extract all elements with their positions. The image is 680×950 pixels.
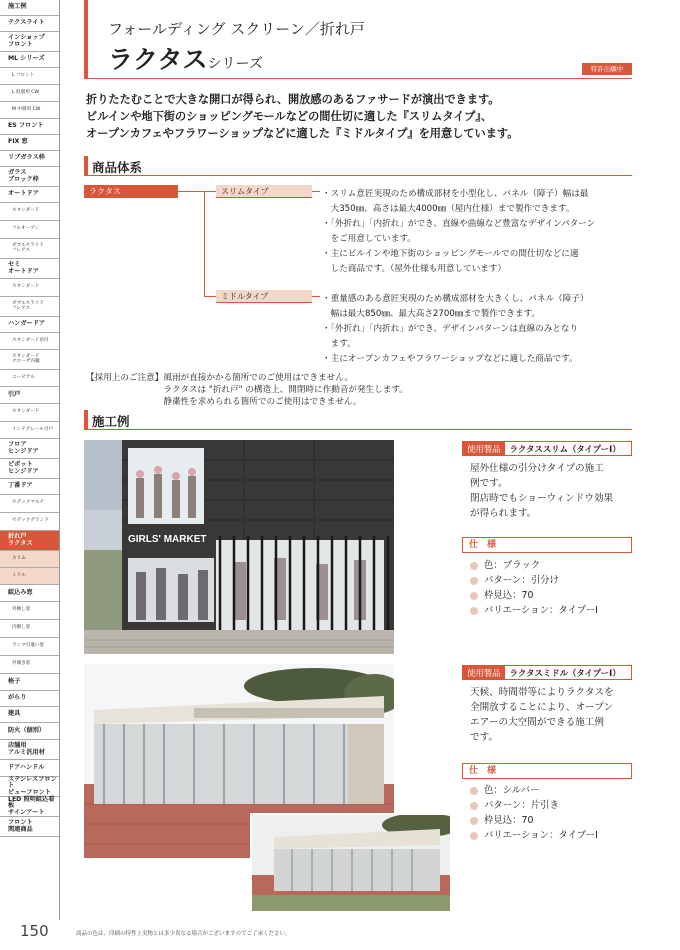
sidebar-item[interactable]: ML シリーズ — [0, 52, 59, 68]
sidebar-item[interactable]: ハンガードア — [0, 317, 59, 333]
desc-line: 例です。 — [470, 478, 508, 489]
desc-line: 天候、時間帯等によりラクタスを — [470, 687, 614, 698]
spec-list-middle — [470, 783, 630, 843]
connector-line — [204, 191, 205, 297]
sidebar-item[interactable]: ランマ引違い窓 — [0, 638, 59, 656]
sidebar-item[interactable]: インテグレール引戸 — [0, 422, 59, 439]
spec-text: 色：ブラック — [484, 560, 541, 571]
header-accent-bar — [84, 0, 88, 78]
sidebar-item[interactable]: ダブルスライド フレアス — [0, 239, 59, 259]
spec-item — [470, 603, 630, 618]
caution-line: 【採用上のご注意】風雨が直接かかる箇所でのご使用はできません。 — [86, 373, 353, 383]
caution-line: ラクタスは "折れ戸" の構造上、開閉時に作動音が発生します。 — [86, 385, 408, 395]
desc-line: ・「外折れ」「内折れ」ができ、デザインパターンは直線のみとなり — [322, 324, 579, 334]
desc-line: 閉店時でもショーウィンドウ効果 — [470, 493, 614, 504]
spec-item — [470, 813, 630, 828]
sidebar-item[interactable]: 外開き窓 — [0, 656, 59, 674]
desc-line: が得られます。 — [470, 508, 537, 519]
spec-text: バリエーション：タイプーⅠ — [484, 830, 598, 841]
desc-line: 全開放することにより、オープン — [470, 702, 614, 713]
product-label-tag: 使用製品 — [463, 666, 505, 679]
product-tag-main: ラクタス — [84, 185, 178, 198]
sidebar-item[interactable]: スタンダード クローザ内蔵 — [0, 350, 59, 370]
title-series: シリーズ — [207, 56, 263, 72]
sidebar-item[interactable]: 建具 — [0, 707, 59, 723]
spec-item — [470, 828, 630, 843]
desc-line: ・主にビルインや地下街のショッピングモールでの間仕切などに適 — [322, 249, 579, 259]
sidebar-item[interactable]: 格子 — [0, 674, 59, 691]
caution-note — [86, 372, 408, 408]
spec-item — [470, 798, 630, 813]
connector-line — [312, 296, 320, 297]
section-heading-system — [84, 156, 632, 176]
desc-line: ・主にオープンカフェやフラワーショップなどに適した商品です。 — [322, 354, 578, 364]
desc-line: をご用意しています。 — [322, 234, 416, 244]
sidebar-item[interactable]: スタンダード — [0, 203, 59, 221]
page-subtitle: フォールディング スクリーン／折れ戸 — [108, 20, 365, 38]
sidebar-item[interactable]: L フロント — [0, 68, 59, 85]
sidebar-item[interactable]: セデックマルチ — [0, 495, 59, 513]
product-desc-slim — [470, 461, 630, 521]
title-main: ラクタス — [108, 45, 208, 74]
spec-item — [470, 573, 630, 588]
patent-badge: 特許出願中 — [582, 63, 632, 75]
section-title: 商品体系 — [92, 160, 143, 175]
bullet-dot-icon — [470, 802, 478, 810]
sidebar-item[interactable]: スタンダード — [0, 404, 59, 422]
spec-text: バリエーション：タイプーⅠ — [484, 605, 598, 616]
intro-line: ビルインや地下街のショッピングモールなどの間仕切に適した『スリムタイプ』、 — [86, 110, 493, 123]
sidebar-item[interactable]: ドアハンドル — [0, 760, 59, 777]
spec-item — [470, 588, 630, 603]
sidebar-item[interactable]: フルオープン — [0, 221, 59, 239]
product-tag-slim: スリムタイプ — [216, 185, 312, 198]
bullet-dot-icon — [470, 592, 478, 600]
sidebar-item[interactable]: ピボット ヒンジドア — [0, 459, 59, 479]
spec-item — [470, 558, 630, 573]
page-title — [108, 40, 263, 76]
bullet-dot-icon — [470, 577, 478, 585]
sidebar-item[interactable]: セデックグランド — [0, 513, 59, 531]
product-label-middle — [462, 665, 632, 680]
spec-text: 枠見込：70 — [484, 590, 534, 601]
bullet-dot-icon — [470, 787, 478, 795]
bullet-dot-icon — [470, 562, 478, 570]
sidebar-item[interactable]: スタンダード — [0, 279, 59, 297]
connector-line — [178, 191, 204, 192]
sidebar-item[interactable]: 店舗用 アルミ汎用材 — [0, 740, 59, 760]
sidebar-item[interactable]: 組込み窓 — [0, 585, 59, 602]
spec-text: パターン：片引き — [484, 800, 559, 811]
desc-line: エアーの大空間ができる施工例 — [470, 717, 605, 728]
intro-line: オープンカフェやフラワーショップなどに適した『ミドルタイプ』を用意しています。 — [86, 127, 519, 140]
sidebar-item[interactable]: フロント 関連商品 — [0, 817, 59, 837]
header-divider — [84, 78, 632, 79]
sidebar-item[interactable]: ミドル — [0, 568, 59, 585]
sidebar-item[interactable]: オートドア — [0, 187, 59, 203]
sidebar-item[interactable]: 丁番ドア — [0, 479, 59, 495]
desc-line: した商品です。（屋外仕様も用意しています） — [322, 264, 507, 274]
sidebar-item[interactable]: 折れ戸 ラクタス — [0, 531, 59, 551]
sidebar-item[interactable]: 内倒し窓 — [0, 620, 59, 638]
sidebar-item[interactable]: フロア ヒンジドア — [0, 439, 59, 459]
sidebar-item[interactable]: ガラス ブロック枠 — [0, 167, 59, 187]
spec-list-slim — [470, 558, 630, 618]
section-bar — [84, 156, 88, 176]
sidebar-item[interactable]: ユーピアル — [0, 370, 59, 387]
desc-line: ・重量感のある意匠実現のため構成部材を大きくし、パネル（障子） — [322, 294, 589, 304]
footnote: 商品の色は、印刷の特性上実物とは多少異なる場合がございますのでご了承ください。 — [76, 931, 291, 937]
product-label-name: ラクタスミドル（タイプーⅠ） — [509, 667, 621, 678]
sidebar-item[interactable]: インショップ フロント — [0, 32, 59, 52]
sidebar-item[interactable]: 外倒し窓 — [0, 602, 59, 620]
bullet-dot-icon — [470, 832, 478, 840]
sidebar-item[interactable]: L 低層用 CW — [0, 85, 59, 102]
product-label-name: ラクタススリム（タイプーⅠ） — [509, 443, 621, 454]
bullet-dot-icon — [470, 607, 478, 615]
intro-line: 折りたたむことで大きな開口が得られ、開放感のあるファサードが演出できます。 — [86, 93, 500, 106]
spec-text: パターン：引分け — [484, 575, 559, 586]
sidebar-item[interactable]: 施工例 — [0, 0, 59, 16]
connector-line — [204, 296, 216, 297]
sidebar-item[interactable]: FIX 窓 — [0, 135, 59, 151]
product-label-slim — [462, 441, 632, 456]
bullet-dot-icon — [470, 817, 478, 825]
section-title: 施工例 — [92, 414, 130, 429]
middle-description — [322, 292, 636, 367]
page-number: 150 — [20, 922, 49, 940]
sidebar-item[interactable]: スタンダード吊付 — [0, 333, 59, 350]
store-front-photo — [84, 440, 394, 654]
spec-text: 色：シルバー — [484, 785, 540, 796]
desc-line: 大350㎜、高さは最大4000㎜（屋内仕様）まで製作できます。 — [322, 204, 575, 214]
desc-line: です。 — [470, 732, 499, 743]
store-sign-text: GIRLS' MARKET — [128, 534, 207, 545]
spec-heading-middle: 仕 様 — [462, 763, 632, 779]
sidebar-item[interactable]: ステンレスフロント ビューフロント — [0, 777, 59, 797]
sidebar-item[interactable]: がらり — [0, 691, 59, 707]
sidebar-item[interactable]: ES フロント — [0, 119, 59, 135]
sidebar-item[interactable]: LED 照明組込看板 サインアート — [0, 797, 59, 817]
sidebar-item[interactable]: セミ オートドア — [0, 259, 59, 279]
pavilion-inset-photo — [250, 813, 452, 913]
sidebar-item[interactable]: 引戸 — [0, 387, 59, 404]
intro-text — [86, 91, 646, 142]
slim-description — [322, 187, 636, 277]
section-heading-examples — [84, 410, 632, 430]
sidebar-item[interactable]: M 中層用 CW — [0, 102, 59, 119]
product-tag-middle: ミドルタイプ — [216, 290, 312, 303]
product-desc-middle — [470, 685, 630, 745]
product-label-tag: 使用製品 — [463, 442, 505, 455]
desc-line: 幅は最大850㎜、最大高さ2700㎜まで製作できます。 — [322, 309, 541, 319]
desc-line: ・「外折れ」「内折れ」ができ、直線や曲線など豊富なデザインパターン — [322, 219, 596, 229]
connector-line — [312, 191, 320, 192]
sidebar-item[interactable]: リブガラス枠 — [0, 151, 59, 167]
section-bar — [84, 410, 88, 430]
sidebar-item[interactable]: 防火（個別） — [0, 723, 59, 740]
desc-line: 屋外仕様の引分けタイプの施工 — [470, 463, 604, 474]
connector-line — [204, 191, 216, 192]
sidebar-index — [0, 0, 60, 920]
caution-line: 静粛性を求められる箇所でのご使用はできません。 — [86, 397, 362, 407]
desc-line: ます。 — [322, 339, 356, 349]
sidebar-item[interactable]: テクスライト — [0, 16, 59, 32]
sidebar-item[interactable]: ダブルスライド フレアス — [0, 297, 59, 317]
desc-line: ・スリム意匠実現のため構成部材を小型化し、パネル（障子）幅は最 — [322, 189, 589, 199]
sidebar-item[interactable]: スリム — [0, 551, 59, 568]
spec-item — [470, 783, 630, 798]
spec-heading-slim: 仕 様 — [462, 537, 632, 553]
spec-text: 枠見込：70 — [484, 815, 534, 826]
